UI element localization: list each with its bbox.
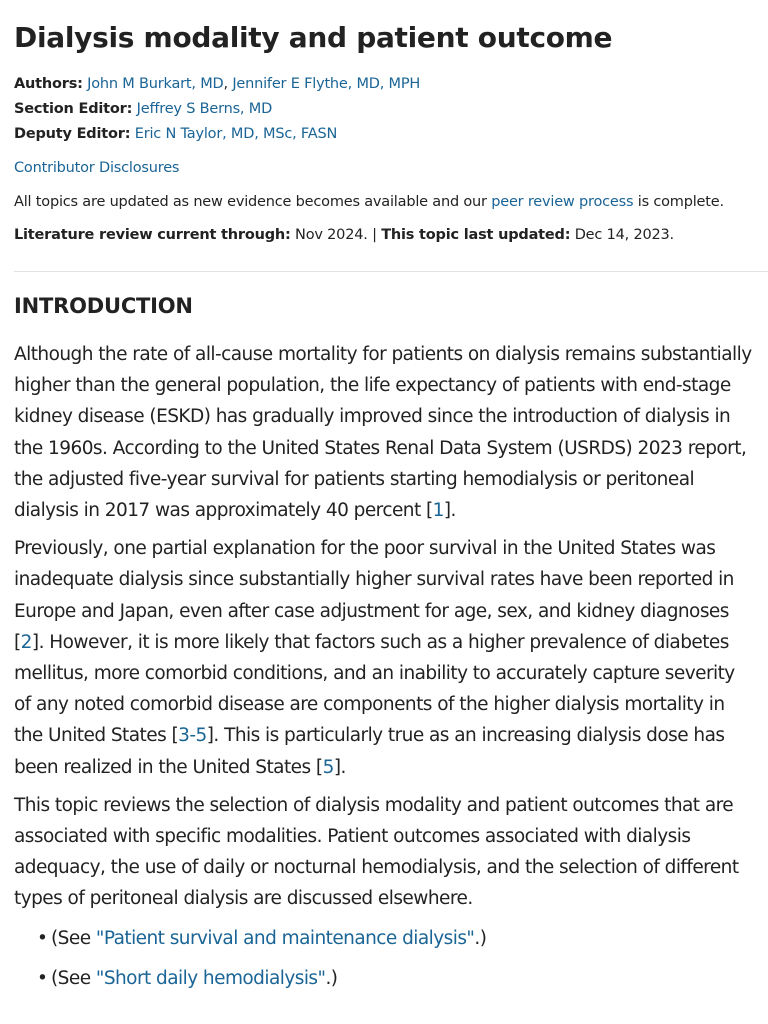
intro-p2-text-b: ]. However, it is more likely that factors such as a higher prevalence of diabetes mellitus, more comorbid conditions, and an inability to accurately capture severity of any noted comorbid disease are components of the higher dialysis mortality in the United States [ (14, 631, 735, 747)
update-note (14, 190, 754, 215)
intro-p2-text-a: Previously, one partial explanation for the poor survival in the United States was inadequate dialysis since substantially higher survival rates have been reported in Europe and Japan, even after case adjustment for age, sex, and kidney diagnoses [ (14, 538, 734, 653)
last-updated-label: This topic last updated: (381, 227, 571, 243)
disclosures-row (14, 156, 754, 181)
authors-label: Authors: (14, 76, 83, 92)
see-prefix: (See (51, 927, 96, 949)
reference-link-2[interactable]: 2 (20, 631, 32, 653)
peer-review-process-link[interactable]: peer review process (491, 194, 634, 210)
deputy-editor-link[interactable]: Eric N Taylor, MD, MSc, FASN (134, 126, 338, 142)
intro-p2-text-d: ]. (333, 756, 346, 778)
intro-paragraph-1 (14, 339, 754, 526)
intro-p1-text: Although the rate of all-cause mortality for patients on dialysis remains substantially higher than the general population, the life expectancy of patients with end-stage kidney disease (ESKD) has gradually improved since the introduction of dialysis in the 1960s. According to the United States Renal Data System (USRDS) 2023 report, the adjusted five-year survival for patients starting hemodialysis or peritoneal dialysis in 2017 was approximately 40 percent [ (14, 344, 752, 522)
topic-metadata (14, 72, 754, 147)
reference-link-5[interactable]: 5 (322, 756, 334, 778)
intro-paragraph-2 (14, 533, 754, 783)
header-divider (14, 271, 768, 272)
reference-link-1[interactable]: 1 (432, 500, 444, 522)
update-note-after: is complete. (633, 194, 724, 210)
see-also-list (14, 923, 754, 994)
section-editor-label: Section Editor: (14, 101, 133, 117)
literature-review-label: Literature review current through: (14, 227, 291, 243)
intro-p1-end: ]. (443, 500, 456, 522)
contributor-disclosures-link[interactable]: Contributor Disclosures (14, 160, 180, 176)
bullet-marker: • (37, 967, 48, 989)
intro-paragraph-3: This topic reviews the selection of dialysis modality and patient outcomes that are associated with specific modalities. Patient outcomes associated with dialysis adequacy, the use of daily or nocturnal hemodialysis, and the selection of different types of peritoneal dialysis are discussed elsewhere. (14, 794, 739, 910)
last-updated-value: Dec 14, 2023. (570, 227, 674, 243)
topic-link-patient-survival[interactable]: "Patient survival and maintenance dialysis" (95, 927, 475, 949)
review-dates (14, 223, 754, 248)
topic-link-short-daily-hemodialysis[interactable]: "Short daily hemodialysis" (95, 967, 326, 989)
list-item (37, 923, 754, 954)
deputy-editor-row (14, 122, 754, 147)
bullet-marker: • (37, 927, 48, 949)
list-item (37, 963, 754, 994)
section-heading-introduction: INTRODUCTION (14, 294, 193, 318)
section-editor-row (14, 97, 754, 122)
literature-review-value: Nov 2024. | (290, 227, 382, 243)
authors-separator: , (223, 76, 233, 92)
update-note-before: All topics are updated as new evidence becomes available and our (14, 194, 492, 210)
see-prefix: (See (51, 967, 96, 989)
intro-p2-text-c: ]. This is particularly true as an increasing dialysis dose has been realized in the United States [ (14, 725, 725, 778)
section-editor-link[interactable]: Jeffrey S Berns, MD (136, 101, 273, 117)
author-link-2[interactable]: Jennifer E Flythe, MD, MPH (232, 76, 421, 92)
authors-row (14, 72, 754, 97)
reference-link-3-5[interactable]: 3-5 (178, 725, 207, 747)
deputy-editor-label: Deputy Editor: (14, 126, 131, 142)
see-suffix: .) (474, 927, 487, 949)
author-link-1[interactable]: John M Burkart, MD (87, 76, 224, 92)
page-title: Dialysis modality and patient outcome (14, 21, 613, 54)
see-suffix: .) (325, 967, 338, 989)
